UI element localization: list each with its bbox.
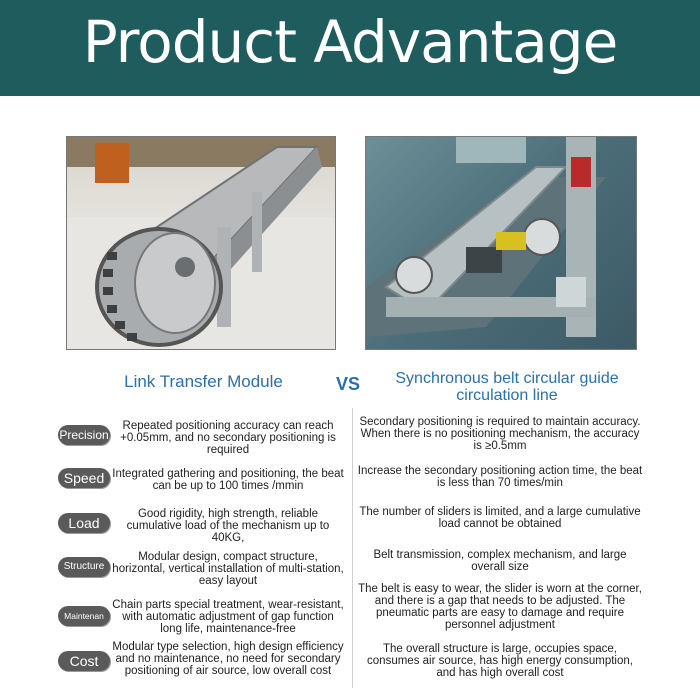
header-banner bbox=[0, 0, 700, 96]
badge-cost: Cost bbox=[58, 651, 110, 671]
left-text-cost: Modular type selection, high design efficiency and no maintenance, no need for secondary positioning of air source, low overall cost bbox=[112, 641, 344, 677]
left-text-structure: Modular design, compact structure, horizontal, vertical installation of multi-station, easy layout bbox=[112, 551, 344, 587]
right-text-precision: Secondary positioning is required to maintain accuracy. When there is no positioning mechanism, the accuracy is ≥0.5mm bbox=[359, 416, 641, 452]
badge-load: Load bbox=[58, 513, 110, 533]
link-transfer-module-photo bbox=[66, 136, 336, 350]
column-divider bbox=[352, 408, 353, 688]
left-text-maintenance: Chain parts special treatment, wear-resistant, with automatic adjustment of gap function long life, maintenance-free bbox=[112, 599, 344, 635]
synchronous-belt-line-photo bbox=[365, 136, 637, 350]
vs-label: VS bbox=[336, 374, 361, 394]
left-column-title: Link Transfer Module bbox=[124, 372, 283, 391]
right-text-speed: Increase the secondary positioning action time, the beat is less than 70 times/min bbox=[357, 465, 643, 489]
page-title: Product Advantage bbox=[82, 8, 618, 76]
left-text-precision: Repeated positioning accuracy can reach +0.05mm, and no secondary positioning is required bbox=[120, 420, 336, 456]
right-text-load: The number of sliders is limited, and a large cumulative load cannot be obtained bbox=[359, 506, 641, 530]
right-text-maintenance: The belt is easy to wear, the slider is worn at the corner, and there is a gap that needs to be adjusted. The pneumatic parts are easy to damage and require personnel adjustment bbox=[358, 583, 642, 631]
right-text-structure: Belt transmission, complex mechanism, and large overall size bbox=[373, 549, 627, 573]
badge-structure: Structure bbox=[58, 557, 110, 577]
left-text-load: Good rigidity, high strength, reliable cumulative load of the mechanism up to 40KG, bbox=[126, 508, 330, 544]
badge-precision: Precision bbox=[58, 425, 110, 445]
right-column-title: Synchronous belt circular guide circulation line bbox=[395, 370, 619, 404]
right-text-cost: The overall structure is large, occupies space, consumes air source, has high energy consumption, and has high overall cost bbox=[367, 643, 633, 679]
link-transfer-module-illustration bbox=[67, 137, 335, 349]
left-text-speed: Integrated gathering and positioning, the beat can be up to 100 times /mmin bbox=[112, 468, 344, 492]
badge-speed: Speed bbox=[58, 468, 110, 488]
badge-maintenance: Maintenan bbox=[58, 606, 110, 626]
synchronous-belt-line-illustration bbox=[366, 137, 636, 349]
